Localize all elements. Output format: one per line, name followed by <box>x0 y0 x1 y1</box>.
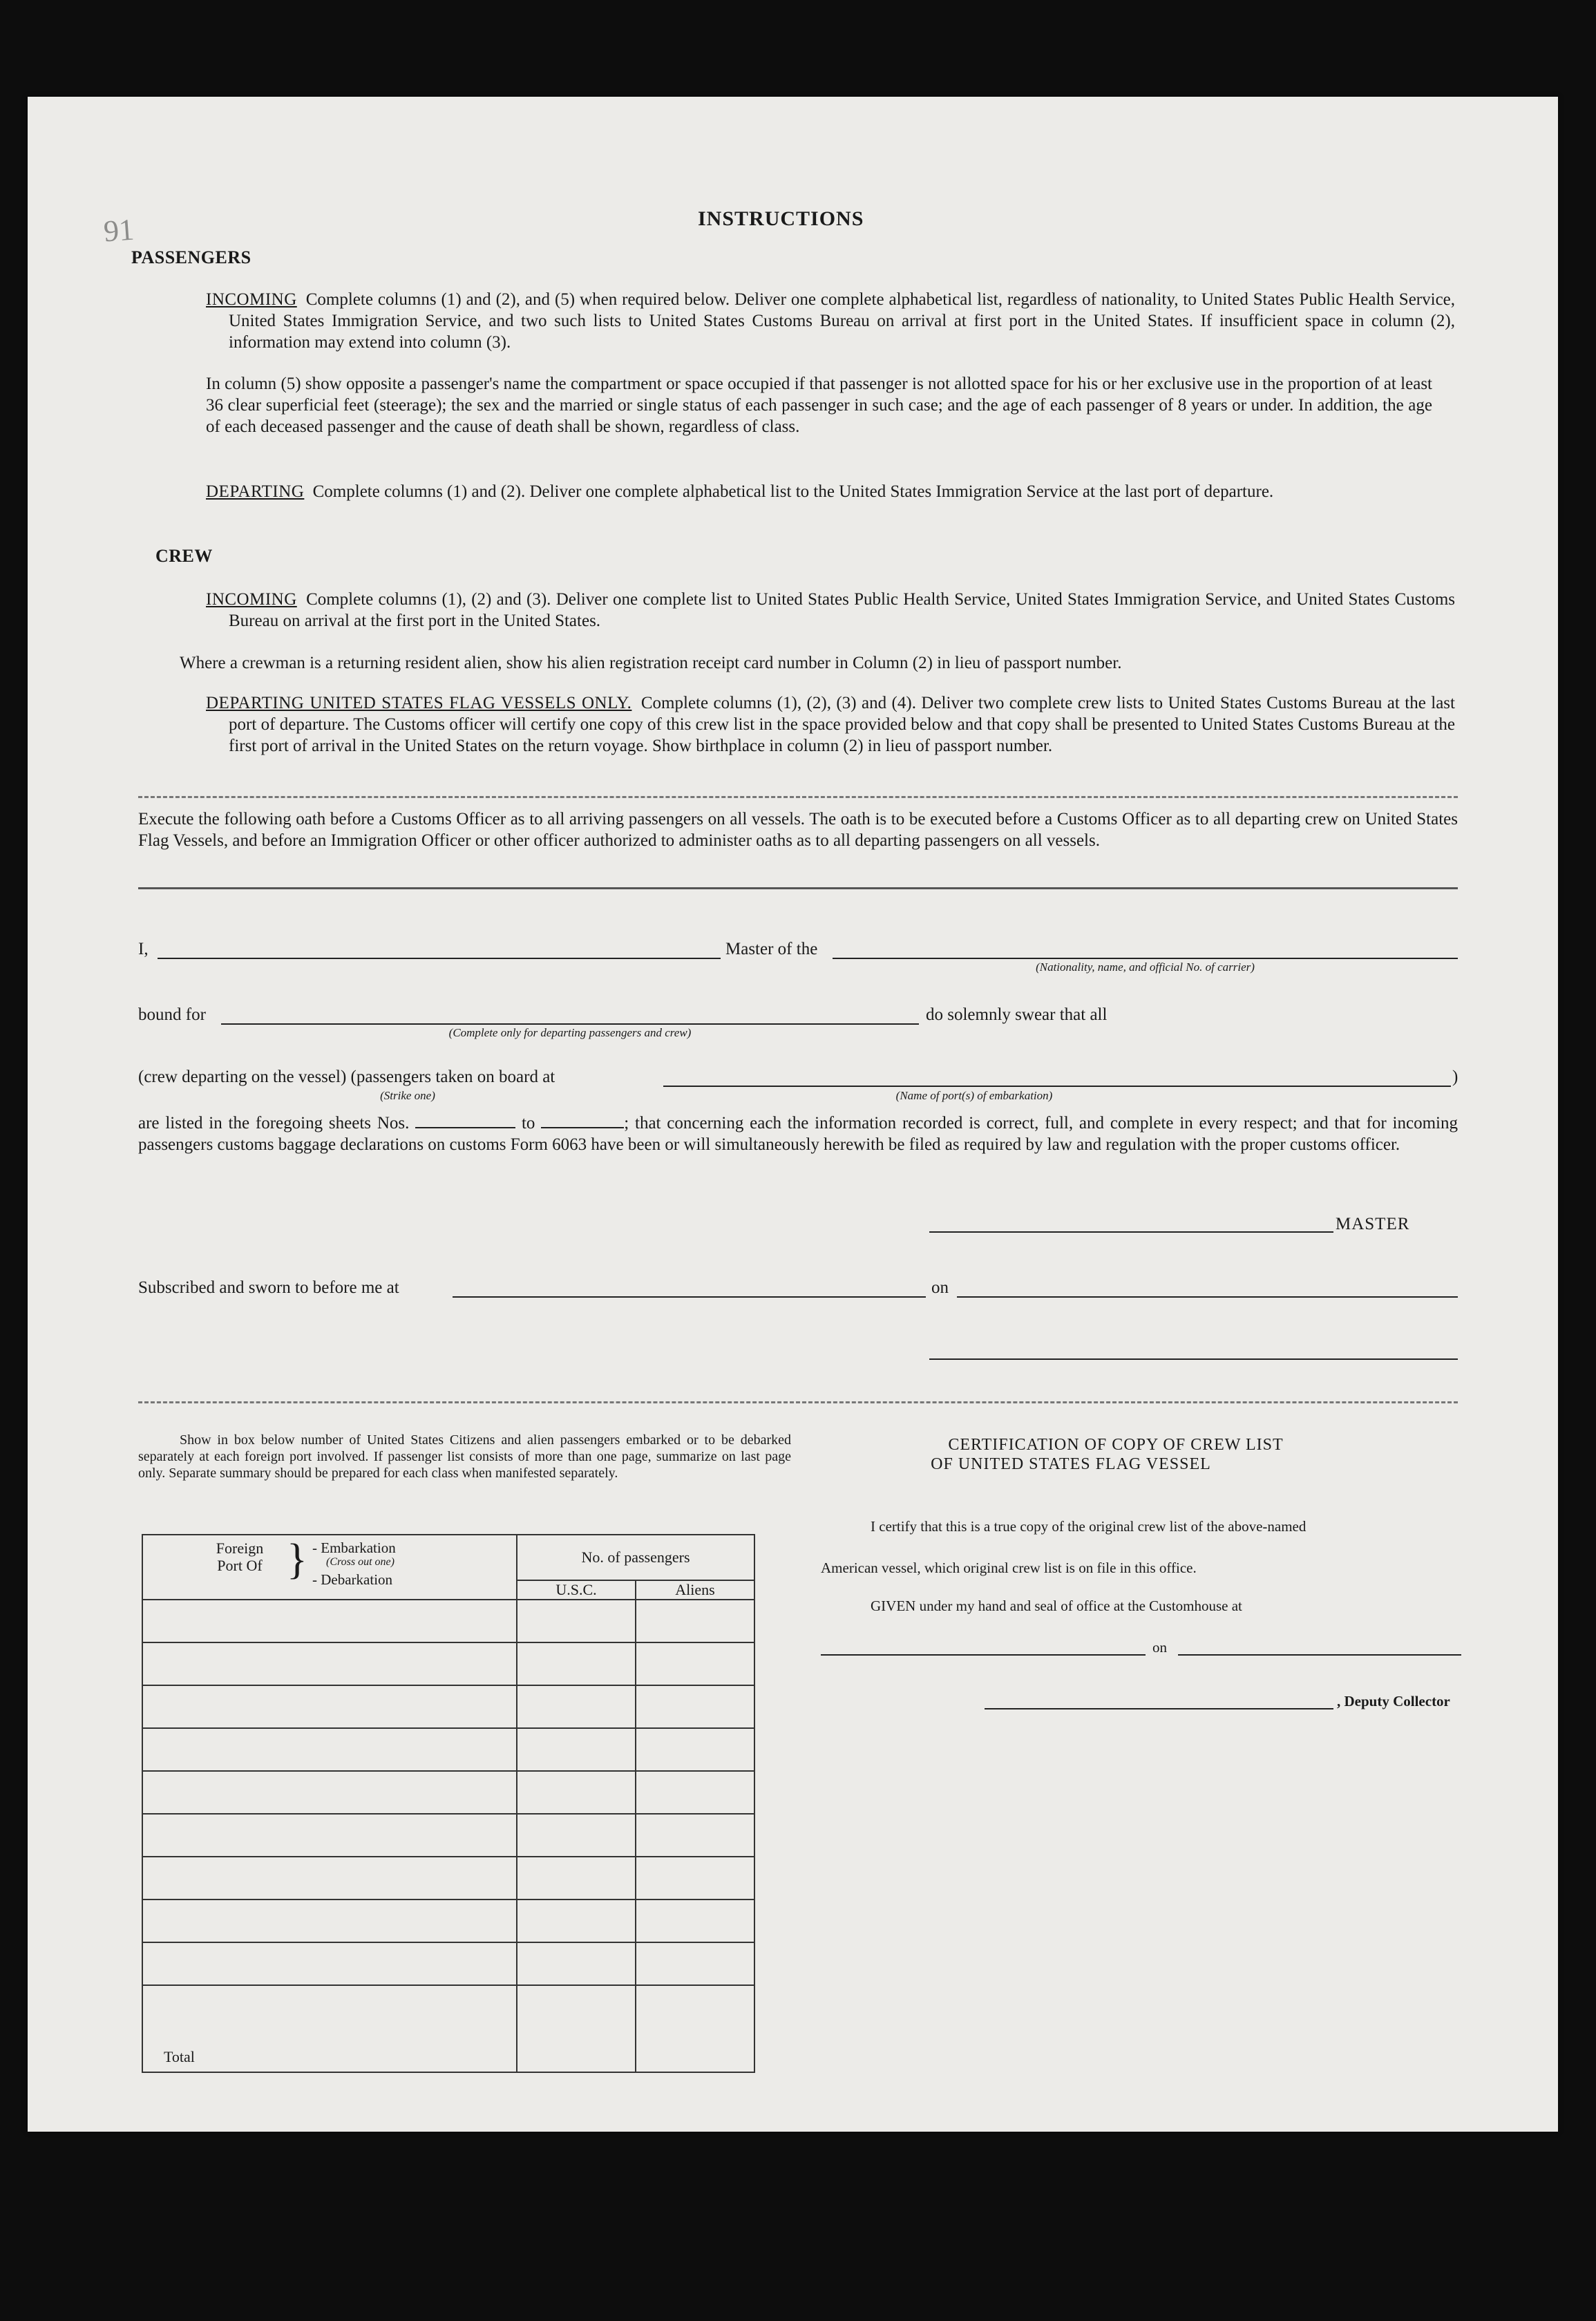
port-cell[interactable] <box>142 1771 517 1814</box>
port-cell[interactable] <box>142 1857 517 1900</box>
passenger-summary-table <box>142 1534 755 2073</box>
incoming-text: Complete columns (1) and (2), and (5) when required below. Deliver one complete alphabetical list, regardless of nationality, to United States Public Health Service, United States Immigration Service, and two such lists to United States Customs Bureau on arrival at first port in the United States. If insufficient space in column (2), information may extend into column (3). <box>229 290 1456 352</box>
usc-cell[interactable] <box>517 1900 636 1942</box>
aliens-total-cell[interactable] <box>636 1985 754 2072</box>
divider <box>138 796 1458 798</box>
bound-for-label: bound for <box>138 1005 206 1024</box>
bound-caption: (Complete only for departing passengers and crew) <box>448 1026 692 1039</box>
crew-departing-label: DEPARTING UNITED STATES FLAG VESSELS ONLY. <box>206 694 632 712</box>
divider <box>138 887 1458 889</box>
total-label: Total <box>142 1985 517 2072</box>
certification-title-2: OF UNITED STATES FLAG VESSEL <box>931 1455 1211 1473</box>
carrier-caption: (Nationality, name, and official No. of carrier) <box>1036 960 1255 974</box>
usc-cell[interactable] <box>517 1728 636 1771</box>
port-cell[interactable] <box>142 1642 517 1685</box>
master-signature-field[interactable] <box>929 1231 1333 1233</box>
usc-cell[interactable] <box>517 1814 636 1857</box>
ports-caption: (Name of port(s) of embarkation) <box>895 1089 1053 1102</box>
resident-alien-note: Where a crewman is a returning resident alien, show his alien registration receipt card number in Column (2) in lieu of passport number. <box>180 654 1122 672</box>
foreign-port-of: Foreign Port Of <box>216 1540 264 1574</box>
cert-on-label: on <box>1152 1639 1167 1656</box>
customhouse-field[interactable] <box>821 1654 1146 1656</box>
master-of-label: Master of the <box>725 940 818 958</box>
corner-mark: 91 <box>102 212 135 249</box>
given-line: GIVEN under my hand and seal of office at the Customhouse at <box>871 1598 1242 1614</box>
crew-incoming-label: INCOMING <box>206 590 297 609</box>
column5-instructions: In column (5) show opposite a passenger's name the compartment or space occupied if that passenger is not allotted space for his or her exclusive use in the proportion of at least 36 clear superficial feet (steerage); the sex and the married or single status of each passenger in such case; and the age of each passenger of 8 years or under. In addition, the age of each deceased passenger and the cause of death shall be shown, regardless of class. <box>206 375 1432 436</box>
cert-date-field[interactable] <box>1178 1654 1461 1656</box>
passengers-incoming <box>206 289 1455 353</box>
bound-for-field[interactable] <box>221 1023 919 1025</box>
to-label: to <box>521 1114 535 1133</box>
port-cell[interactable] <box>142 1600 517 1642</box>
port-cell[interactable] <box>142 1942 517 1985</box>
crew-departing <box>206 692 1455 757</box>
crew-passengers-label: (crew departing on the vessel) (passengers taken on board at <box>138 1068 555 1086</box>
swear-label: do solemnly swear that all <box>926 1005 1108 1024</box>
usc-total-cell[interactable] <box>517 1985 636 2072</box>
passengers-heading: PASSENGERS <box>131 247 251 267</box>
aliens-cell[interactable] <box>636 1600 754 1642</box>
certify-line-2: American vessel, which original crew list is on file in this office. <box>821 1560 1197 1576</box>
subscribed-label: Subscribed and sworn to before me at <box>138 1278 399 1297</box>
aliens-cell[interactable] <box>636 1857 754 1900</box>
sheets-text: ; that concerning each the information recorded is correct, full, and complete in every respect; and that for incoming passengers customs baggage declarations on customs Form 6063 have been or will simultaneously herewith be filed as required by law and regulation with the proper customs officer. <box>138 1114 1458 1154</box>
summary-instructions: Show in box below number of United States Citizens and alien passengers embarked or to be debarked separately at each foreign port involved. If passenger list consists of more than one page, summarize on last page only. Separate summary should be prepared for each class when manifested separately. <box>138 1432 791 1481</box>
usc-cell[interactable] <box>517 1771 636 1814</box>
aliens-cell[interactable] <box>636 1814 754 1857</box>
port-cell[interactable] <box>142 1685 517 1728</box>
usc-cell[interactable] <box>517 1642 636 1685</box>
passengers-departing <box>206 481 1455 502</box>
usc-cell[interactable] <box>517 1857 636 1900</box>
master-label: MASTER <box>1336 1215 1410 1233</box>
sworn-location-field[interactable] <box>453 1296 926 1298</box>
certification-title-1: CERTIFICATION OF COPY OF CREW LIST <box>948 1436 1284 1454</box>
page-title: INSTRUCTIONS <box>698 207 864 230</box>
sheet-to-field[interactable] <box>541 1113 624 1128</box>
oath-i-label: I, <box>138 940 149 958</box>
carrier-field[interactable] <box>833 958 1458 959</box>
usc-cell[interactable] <box>517 1600 636 1642</box>
sheets-statement <box>138 1112 1458 1155</box>
deputy-collector-signature[interactable] <box>985 1708 1333 1709</box>
strike-caption: (Strike one) <box>380 1089 435 1102</box>
port-header-cell <box>142 1535 517 1600</box>
no-of-passengers-header: No. of passengers <box>517 1535 754 1580</box>
aliens-cell[interactable] <box>636 1942 754 1985</box>
aliens-cell[interactable] <box>636 1642 754 1685</box>
brace: } <box>287 1536 307 1583</box>
usc-cell[interactable] <box>517 1685 636 1728</box>
oath-intro: Execute the following oath before a Customs Officer as to all arriving passengers on all vessels. The oath is to be executed before a Customs Officer as to all departing crew on United States Flag Vessels, and before an Immigration Officer or other officer authorized to administer oaths as to all departing passengers on all vessels. <box>138 810 1458 850</box>
port-cell[interactable] <box>142 1814 517 1857</box>
crew-heading: CREW <box>155 546 213 566</box>
aliens-cell[interactable] <box>636 1685 754 1728</box>
crew-departing-text: Complete columns (1), (2), (3) and (4). Deliver two complete crew lists to United States Customs Bureau at the last port of departure. The Customs officer will certify one copy of this crew list in the space provided below and that copy shall be presented to United States Customs Bureau at the first port of arrival in the United States on the return voyage. Show birthplace in column (2) in lieu of passport number. <box>229 694 1455 755</box>
deputy-collector-label: , Deputy Collector <box>1337 1693 1450 1709</box>
departing-label: DEPARTING <box>206 482 305 501</box>
aliens-cell[interactable] <box>636 1728 754 1771</box>
master-name-field[interactable] <box>158 958 721 959</box>
certify-line-1: I certify that this is a true copy of the original crew list of the above-named <box>871 1518 1307 1535</box>
sworn-date-field[interactable] <box>957 1296 1458 1298</box>
port-cell[interactable] <box>142 1900 517 1942</box>
usc-cell[interactable] <box>517 1942 636 1985</box>
usc-header: U.S.C. <box>517 1580 636 1600</box>
cross-out-label: (Cross out one) <box>326 1556 395 1568</box>
divider <box>138 1401 1458 1403</box>
close-paren: ) <box>1452 1068 1459 1086</box>
crew-incoming-text: Complete columns (1), (2) and (3). Deliver one complete list to United States Public Health Service, United States Immigration Service, and United States Customs Bureau on arrival at the first port in the United States. <box>229 590 1455 630</box>
on-label: on <box>931 1278 949 1297</box>
officer-signature-field[interactable] <box>929 1358 1458 1360</box>
embarkation-ports-field[interactable] <box>663 1086 1451 1087</box>
debarkation-label: - Debarkation <box>312 1571 393 1588</box>
sheets-prefix: are listed in the foregoing sheets Nos. <box>138 1114 410 1133</box>
incoming-label: INCOMING <box>206 290 297 309</box>
embarkation-label: - Embarkation <box>312 1540 396 1556</box>
aliens-cell[interactable] <box>636 1771 754 1814</box>
crew-incoming <box>206 589 1455 632</box>
port-cell[interactable] <box>142 1728 517 1771</box>
sheet-from-field[interactable] <box>415 1113 515 1128</box>
departing-text: Complete columns (1) and (2). Deliver one complete alphabetical list to the United States Immigration Service at the last port of departure. <box>312 482 1274 501</box>
form-sheet <box>28 97 1558 2132</box>
aliens-cell[interactable] <box>636 1900 754 1942</box>
aliens-header: Aliens <box>636 1580 754 1600</box>
